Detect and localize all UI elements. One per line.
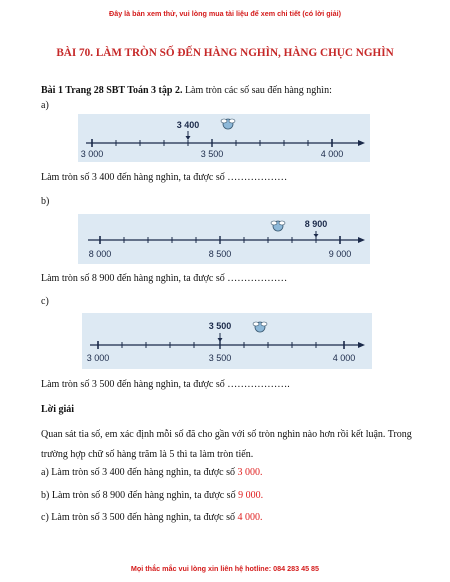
answer-b: [41, 490, 263, 501]
marked-number-a: 3 400: [176, 120, 200, 130]
answer-c: [41, 512, 263, 523]
answer-a-text: a) Làm tròn số 3 400 đến hàng nghìn, ta được số: [41, 467, 236, 478]
number-line-c-axis: [90, 341, 365, 349]
end-label-b: 9 000: [328, 249, 352, 259]
solution-heading: Lời giải: [41, 404, 75, 415]
bee-icon: [253, 322, 267, 332]
exercise-heading-line: [41, 85, 332, 96]
bee-icon: [221, 119, 235, 129]
answer-a: [41, 467, 263, 478]
page-title: BÀI 70. LÀM TRÒN SỐ ĐẾN HÀNG NGHÌN, HÀNG CHỤC NGHÌN: [56, 47, 394, 59]
question-a: Làm tròn số 3 400 đến hàng nghìn, ta được số ………………: [41, 172, 288, 183]
part-b-label: b): [41, 196, 50, 207]
start-label-c: 3 000: [86, 353, 110, 363]
number-line-b-axis: [88, 236, 365, 244]
hotline-banner: Mọi thắc mắc vui lòng xin liên hệ hotline: 084 283 45 85: [130, 564, 320, 573]
number-line-b: [78, 214, 370, 264]
mid-label-c: 3 500: [208, 353, 232, 363]
solution-intro: Quan sát tia số, em xác định mỗi số đã cho gần với số tròn nghìn nào hơn rồi kết luận. Trong trường hợp chữ số hàng trăm là 5 thì ta làm tròn tiến.: [41, 429, 412, 460]
question-c: Làm tròn số 3 500 đến hàng nghìn, ta được số ……………….: [41, 379, 290, 390]
answer-c-value: 4 000.: [237, 512, 263, 523]
start-label-a: 3 000: [80, 149, 104, 159]
marked-number-b: 8 900: [304, 219, 328, 229]
mid-label-b: 8 500: [208, 249, 232, 259]
part-a-label: a): [41, 100, 49, 111]
number-line-b-svg: [78, 214, 370, 264]
start-label-b: 8 000: [88, 249, 112, 259]
answer-a-value: 3 000.: [237, 467, 263, 478]
number-line-c: [82, 313, 372, 369]
number-line-a: [78, 114, 370, 162]
answer-c-text: c) Làm tròn số 3 500 đến hàng nghìn, ta được số: [41, 512, 236, 523]
marked-number-c: 3 500: [208, 321, 232, 331]
number-line-a-axis: [86, 139, 365, 147]
exercise-heading: Bài 1 Trang 28 SBT Toán 3 tập 2.: [41, 85, 183, 96]
answer-b-value: 9 000.: [238, 490, 264, 501]
mid-label-a: 3 500: [200, 149, 224, 159]
part-c-label: c): [41, 296, 49, 307]
end-label-c: 4 000: [332, 353, 356, 363]
end-label-a: 4 000: [320, 149, 344, 159]
preview-banner: Đây là bản xem thử, vui lòng mua tài liệu để xem chi tiết (có lời giải): [109, 9, 341, 18]
number-line-c-svg: [82, 313, 372, 369]
answer-b-text: b) Làm tròn số 8 900 đến hàng nghìn, ta được số: [41, 490, 236, 501]
bee-icon: [271, 221, 285, 231]
number-line-a-svg: [78, 114, 370, 162]
question-b: Làm tròn số 8 900 đến hàng nghìn, ta được số ………………: [41, 273, 288, 284]
exercise-instruction: Làm tròn các số sau đến hàng nghìn:: [184, 85, 332, 96]
